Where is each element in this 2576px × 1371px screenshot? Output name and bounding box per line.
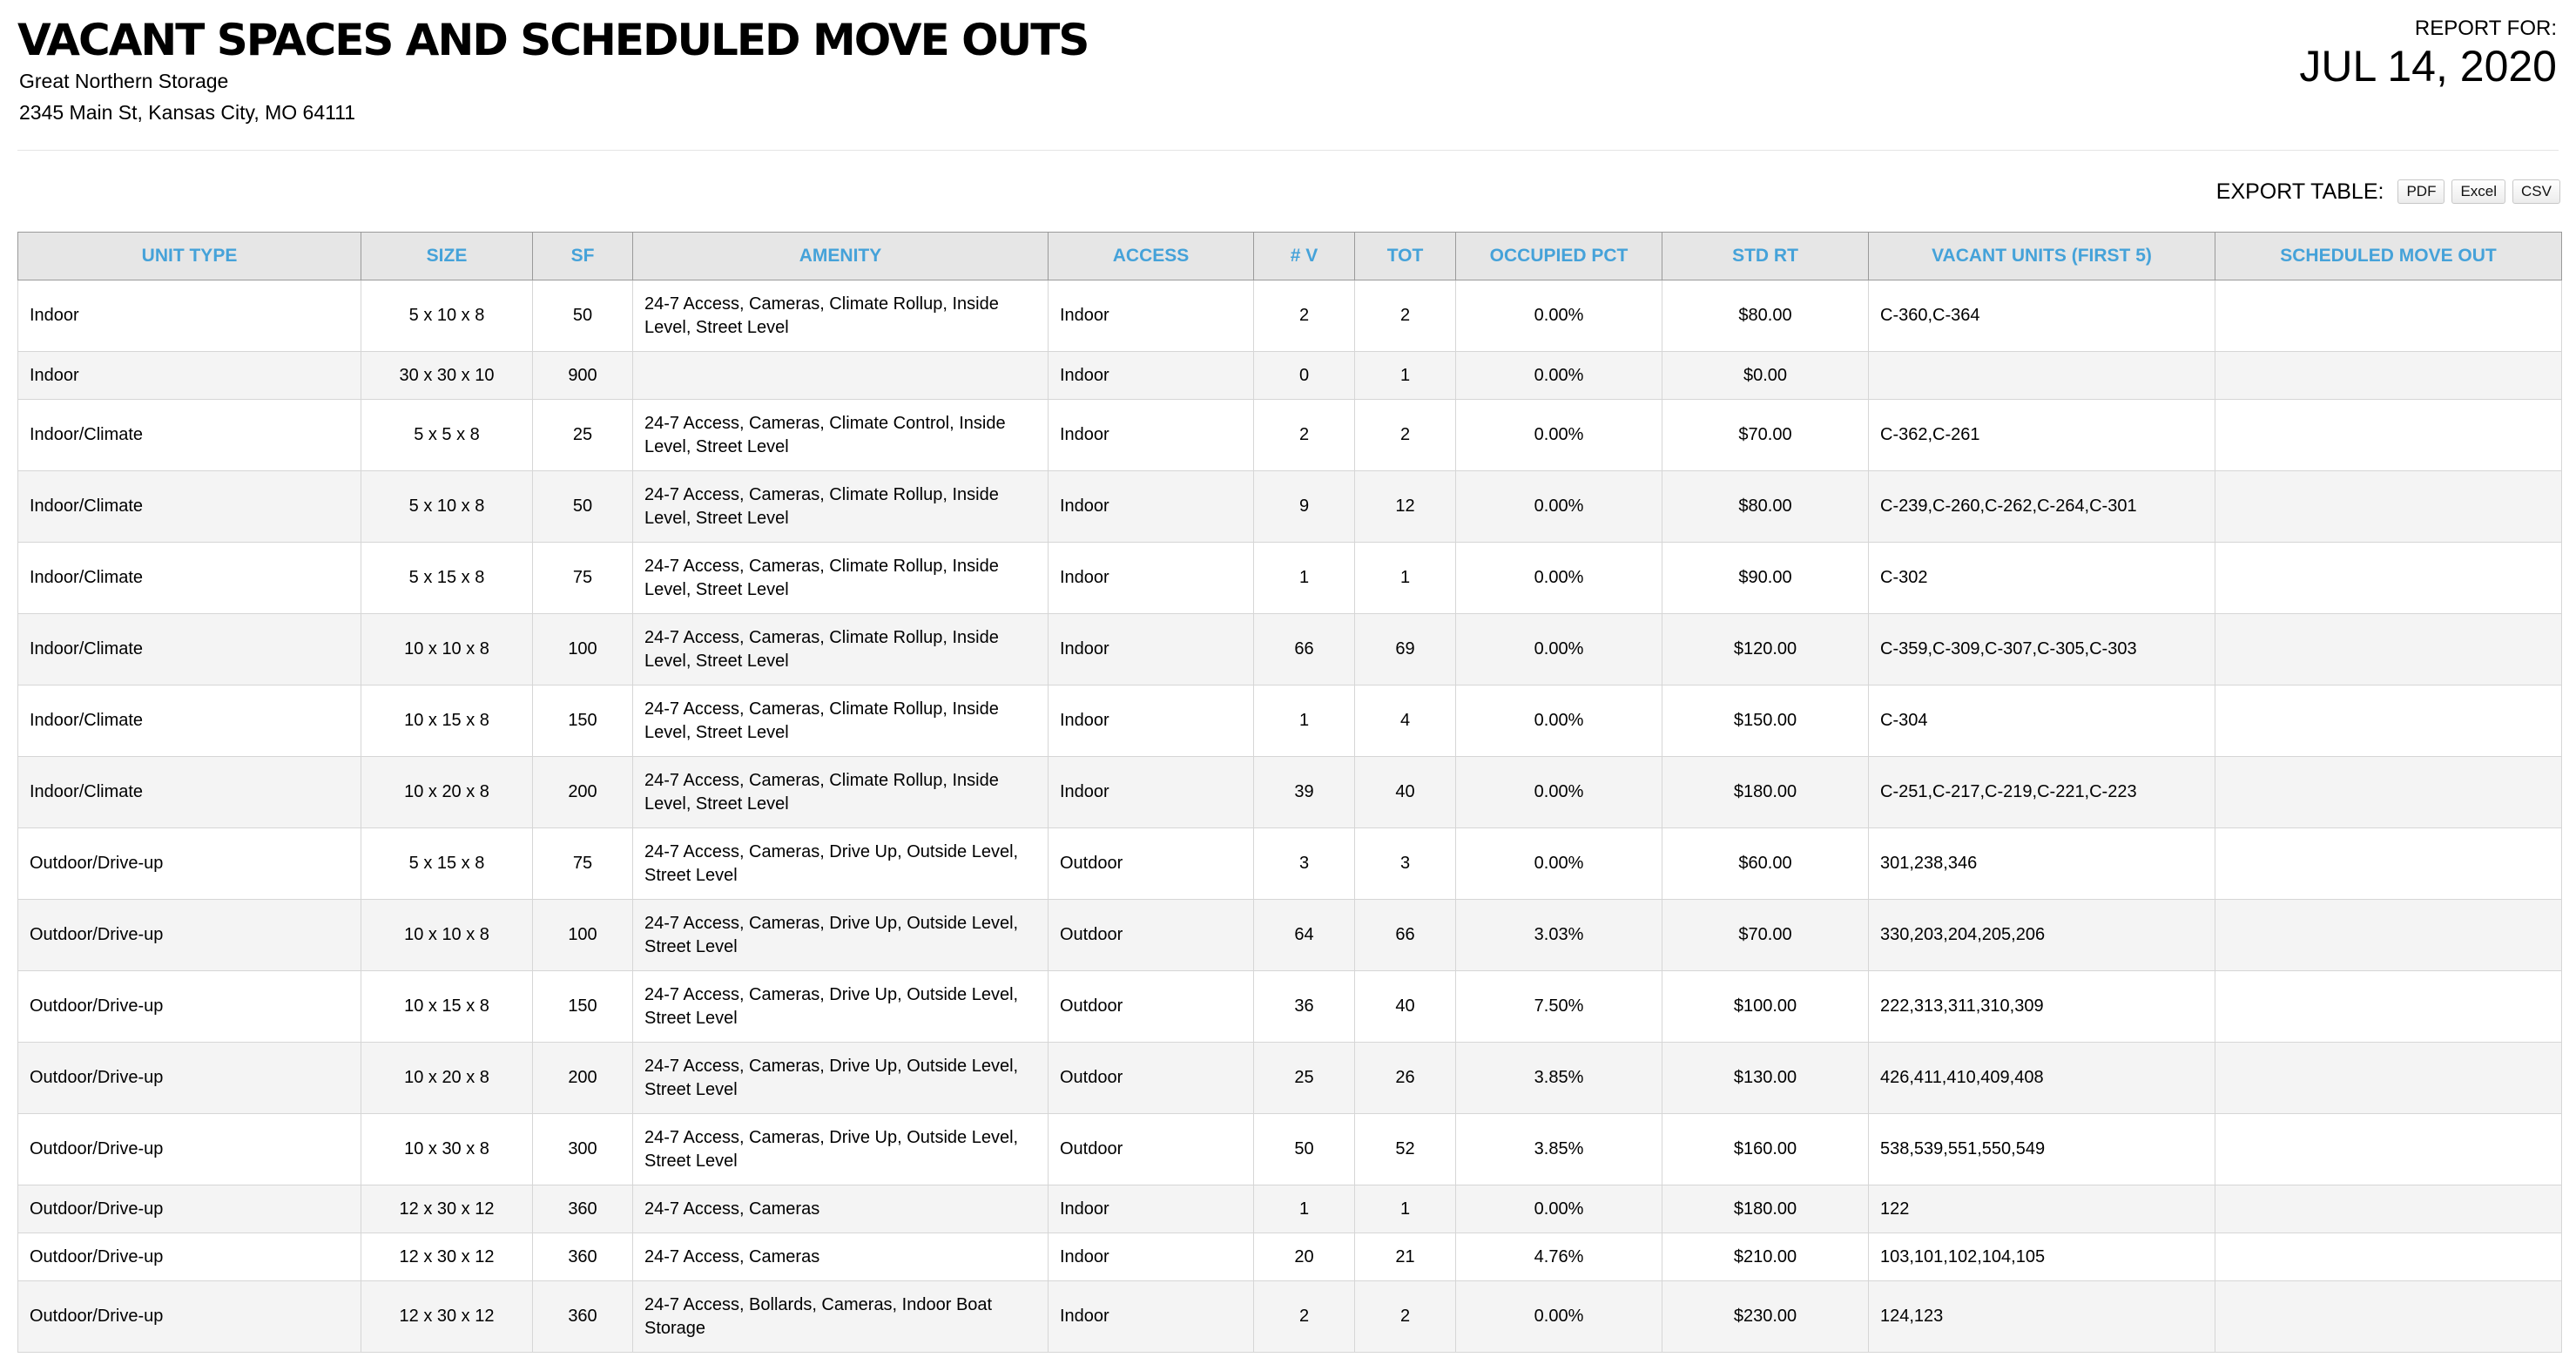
cell-sf: 150 <box>533 971 633 1043</box>
cell-std-rate: $180.00 <box>1662 757 1869 828</box>
table-row <box>18 614 2562 686</box>
cell-unit-type: Outdoor/Drive-up <box>18 828 361 900</box>
cell-occupied-pct: 0.00% <box>1456 352 1662 400</box>
cell-access: Outdoor <box>1049 1043 1254 1114</box>
export-toolbar <box>2216 178 2560 206</box>
cell-access: Indoor <box>1049 543 1254 614</box>
cell-vacant-units: 538,539,551,550,549 <box>1869 1114 2215 1185</box>
cell-total: 1 <box>1355 543 1456 614</box>
table-row <box>18 686 2562 757</box>
page-title: VACANT SPACES AND SCHEDULED MOVE OUTS <box>17 15 1089 65</box>
cell-std-rate: $180.00 <box>1662 1185 1869 1233</box>
cell-sf: 360 <box>533 1233 633 1281</box>
cell-std-rate: $0.00 <box>1662 352 1869 400</box>
cell-size: 10 x 10 x 8 <box>361 900 533 971</box>
cell-occupied-pct: 0.00% <box>1456 686 1662 757</box>
cell-num-vacant: 66 <box>1254 614 1355 686</box>
cell-sf: 100 <box>533 614 633 686</box>
table-row <box>18 400 2562 471</box>
cell-sf: 200 <box>533 1043 633 1114</box>
cell-unit-type: Outdoor/Drive-up <box>18 1043 361 1114</box>
cell-std-rate: $130.00 <box>1662 1043 1869 1114</box>
cell-occupied-pct: 3.85% <box>1456 1043 1662 1114</box>
cell-num-vacant: 39 <box>1254 757 1355 828</box>
cell-occupied-pct: 0.00% <box>1456 1281 1662 1353</box>
cell-occupied-pct: 3.85% <box>1456 1114 1662 1185</box>
cell-size: 10 x 30 x 8 <box>361 1114 533 1185</box>
cell-scheduled-move-out <box>2215 352 2562 400</box>
cell-num-vacant: 36 <box>1254 971 1355 1043</box>
cell-total: 3 <box>1355 828 1456 900</box>
cell-occupied-pct: 0.00% <box>1456 614 1662 686</box>
cell-access: Indoor <box>1049 614 1254 686</box>
cell-size: 10 x 10 x 8 <box>361 614 533 686</box>
cell-size: 5 x 10 x 8 <box>361 280 533 352</box>
cell-unit-type: Indoor/Climate <box>18 686 361 757</box>
cell-std-rate: $60.00 <box>1662 828 1869 900</box>
cell-access: Indoor <box>1049 686 1254 757</box>
cell-total: 4 <box>1355 686 1456 757</box>
cell-std-rate: $230.00 <box>1662 1281 1869 1353</box>
cell-size: 10 x 15 x 8 <box>361 971 533 1043</box>
cell-amenity: 24-7 Access, Cameras, Climate Rollup, Inside Level, Street Level <box>633 471 1049 543</box>
cell-std-rate: $80.00 <box>1662 280 1869 352</box>
cell-unit-type: Outdoor/Drive-up <box>18 1114 361 1185</box>
col-header-total[interactable]: TOT <box>1355 233 1456 280</box>
table-row <box>18 1233 2562 1281</box>
cell-size: 10 x 20 x 8 <box>361 757 533 828</box>
table-row <box>18 828 2562 900</box>
cell-vacant-units: C-360,C-364 <box>1869 280 2215 352</box>
cell-sf: 75 <box>533 828 633 900</box>
cell-vacant-units: C-302 <box>1869 543 2215 614</box>
company-address: 2345 Main St, Kansas City, MO 64111 <box>19 101 356 124</box>
col-header-occupied-pct[interactable]: OCCUPIED PCT <box>1456 233 1662 280</box>
cell-vacant-units: 426,411,410,409,408 <box>1869 1043 2215 1114</box>
cell-amenity: 24-7 Access, Cameras, Drive Up, Outside Level, Street Level <box>633 1043 1049 1114</box>
cell-sf: 150 <box>533 686 633 757</box>
table-row <box>18 757 2562 828</box>
cell-sf: 900 <box>533 352 633 400</box>
cell-unit-type: Indoor/Climate <box>18 400 361 471</box>
cell-unit-type: Indoor/Climate <box>18 543 361 614</box>
cell-unit-type: Indoor <box>18 352 361 400</box>
cell-vacant-units: 301,238,346 <box>1869 828 2215 900</box>
cell-occupied-pct: 0.00% <box>1456 828 1662 900</box>
cell-unit-type: Outdoor/Drive-up <box>18 1281 361 1353</box>
table-row <box>18 971 2562 1043</box>
cell-occupied-pct: 0.00% <box>1456 1185 1662 1233</box>
cell-vacant-units: 124,123 <box>1869 1281 2215 1353</box>
export-pdf-button[interactable]: PDF <box>2397 179 2445 204</box>
cell-scheduled-move-out <box>2215 471 2562 543</box>
cell-total: 52 <box>1355 1114 1456 1185</box>
cell-access: Indoor <box>1049 471 1254 543</box>
cell-amenity: 24-7 Access, Cameras, Climate Rollup, Inside Level, Street Level <box>633 543 1049 614</box>
cell-num-vacant: 0 <box>1254 352 1355 400</box>
cell-scheduled-move-out <box>2215 280 2562 352</box>
cell-num-vacant: 64 <box>1254 900 1355 971</box>
cell-amenity <box>633 352 1049 400</box>
cell-access: Indoor <box>1049 1185 1254 1233</box>
cell-scheduled-move-out <box>2215 1114 2562 1185</box>
cell-num-vacant: 20 <box>1254 1233 1355 1281</box>
cell-unit-type: Outdoor/Drive-up <box>18 971 361 1043</box>
cell-access: Indoor <box>1049 757 1254 828</box>
cell-access: Indoor <box>1049 280 1254 352</box>
cell-unit-type: Outdoor/Drive-up <box>18 1233 361 1281</box>
cell-occupied-pct: 0.00% <box>1456 757 1662 828</box>
cell-std-rate: $160.00 <box>1662 1114 1869 1185</box>
cell-vacant-units: C-304 <box>1869 686 2215 757</box>
table-row <box>18 471 2562 543</box>
cell-amenity: 24-7 Access, Cameras, Climate Rollup, Inside Level, Street Level <box>633 757 1049 828</box>
company-name: Great Northern Storage <box>19 70 229 92</box>
cell-sf: 50 <box>533 280 633 352</box>
cell-unit-type: Indoor/Climate <box>18 757 361 828</box>
cell-num-vacant: 2 <box>1254 280 1355 352</box>
cell-total: 40 <box>1355 971 1456 1043</box>
cell-vacant-units: 222,313,311,310,309 <box>1869 971 2215 1043</box>
cell-size: 5 x 15 x 8 <box>361 828 533 900</box>
vacancy-table <box>17 232 2562 1353</box>
col-header-num-vacant[interactable]: # V <box>1254 233 1355 280</box>
cell-num-vacant: 9 <box>1254 471 1355 543</box>
cell-vacant-units: C-239,C-260,C-262,C-264,C-301 <box>1869 471 2215 543</box>
cell-sf: 360 <box>533 1185 633 1233</box>
cell-total: 66 <box>1355 900 1456 971</box>
report-for-label: REPORT FOR: <box>2414 17 2557 40</box>
cell-occupied-pct: 3.03% <box>1456 900 1662 971</box>
table-row <box>18 280 2562 352</box>
col-header-access[interactable]: ACCESS <box>1049 233 1254 280</box>
col-header-std-rate[interactable]: STD RT <box>1662 233 1869 280</box>
cell-scheduled-move-out <box>2215 1281 2562 1353</box>
cell-occupied-pct: 0.00% <box>1456 543 1662 614</box>
cell-num-vacant: 2 <box>1254 400 1355 471</box>
export-table-label: EXPORT TABLE: <box>2215 179 2384 204</box>
cell-amenity: 24-7 Access, Cameras, Drive Up, Outside Level, Street Level <box>633 828 1049 900</box>
cell-num-vacant: 1 <box>1254 543 1355 614</box>
cell-scheduled-move-out <box>2215 400 2562 471</box>
report-date: JUL 14, 2020 <box>2299 42 2557 91</box>
cell-amenity: 24-7 Access, Cameras, Climate Rollup, Inside Level, Street Level <box>633 686 1049 757</box>
cell-sf: 75 <box>533 543 633 614</box>
cell-occupied-pct: 4.76% <box>1456 1233 1662 1281</box>
cell-access: Outdoor <box>1049 828 1254 900</box>
cell-total: 1 <box>1355 352 1456 400</box>
cell-amenity: 24-7 Access, Cameras, Climate Rollup, Inside Level, Street Level <box>633 280 1049 352</box>
cell-scheduled-move-out <box>2215 828 2562 900</box>
cell-access: Indoor <box>1049 400 1254 471</box>
cell-amenity: 24-7 Access, Bollards, Cameras, Indoor Boat Storage <box>633 1281 1049 1353</box>
cell-amenity: 24-7 Access, Cameras <box>633 1185 1049 1233</box>
cell-num-vacant: 25 <box>1254 1043 1355 1114</box>
cell-occupied-pct: 0.00% <box>1456 471 1662 543</box>
cell-total: 2 <box>1355 400 1456 471</box>
cell-sf: 300 <box>533 1114 633 1185</box>
cell-access: Indoor <box>1049 352 1254 400</box>
cell-sf: 25 <box>533 400 633 471</box>
table-row <box>18 1185 2562 1233</box>
cell-vacant-units: 122 <box>1869 1185 2215 1233</box>
cell-num-vacant: 1 <box>1254 1185 1355 1233</box>
cell-unit-type: Outdoor/Drive-up <box>18 900 361 971</box>
cell-num-vacant: 50 <box>1254 1114 1355 1185</box>
cell-size: 5 x 15 x 8 <box>361 543 533 614</box>
cell-total: 21 <box>1355 1233 1456 1281</box>
cell-scheduled-move-out <box>2215 971 2562 1043</box>
vacancy-table-container <box>17 232 2561 1353</box>
cell-vacant-units <box>1869 352 2215 400</box>
cell-unit-type: Outdoor/Drive-up <box>18 1185 361 1233</box>
cell-sf: 100 <box>533 900 633 971</box>
cell-size: 10 x 20 x 8 <box>361 1043 533 1114</box>
cell-std-rate: $210.00 <box>1662 1233 1869 1281</box>
cell-size: 5 x 10 x 8 <box>361 471 533 543</box>
cell-sf: 200 <box>533 757 633 828</box>
cell-vacant-units: C-362,C-261 <box>1869 400 2215 471</box>
cell-amenity: 24-7 Access, Cameras, Climate Control, Inside Level, Street Level <box>633 400 1049 471</box>
col-header-amenity[interactable]: AMENITY <box>633 233 1049 280</box>
cell-unit-type: Indoor <box>18 280 361 352</box>
cell-access: Outdoor <box>1049 900 1254 971</box>
cell-size: 10 x 15 x 8 <box>361 686 533 757</box>
cell-amenity: 24-7 Access, Cameras, Drive Up, Outside Level, Street Level <box>633 1114 1049 1185</box>
cell-scheduled-move-out <box>2215 1185 2562 1233</box>
cell-sf: 360 <box>533 1281 633 1353</box>
export-csv-button[interactable]: CSV <box>2512 179 2560 204</box>
table-body <box>18 280 2562 1353</box>
cell-scheduled-move-out <box>2215 543 2562 614</box>
table-row <box>18 900 2562 971</box>
cell-size: 12 x 30 x 12 <box>361 1185 533 1233</box>
cell-std-rate: $80.00 <box>1662 471 1869 543</box>
cell-unit-type: Indoor/Climate <box>18 614 361 686</box>
cell-access: Outdoor <box>1049 1114 1254 1185</box>
cell-amenity: 24-7 Access, Cameras, Drive Up, Outside Level, Street Level <box>633 971 1049 1043</box>
cell-occupied-pct: 0.00% <box>1456 400 1662 471</box>
table-header-row <box>18 233 2562 280</box>
cell-std-rate: $90.00 <box>1662 543 1869 614</box>
cell-sf: 50 <box>533 471 633 543</box>
cell-scheduled-move-out <box>2215 1043 2562 1114</box>
cell-total: 2 <box>1355 280 1456 352</box>
table-row <box>18 543 2562 614</box>
cell-scheduled-move-out <box>2215 900 2562 971</box>
col-header-size[interactable]: SIZE <box>361 233 533 280</box>
cell-scheduled-move-out <box>2215 614 2562 686</box>
cell-total: 2 <box>1355 1281 1456 1353</box>
col-header-unit-type[interactable]: UNIT TYPE <box>18 233 361 280</box>
cell-std-rate: $120.00 <box>1662 614 1869 686</box>
cell-size: 12 x 30 x 12 <box>361 1281 533 1353</box>
cell-total: 40 <box>1355 757 1456 828</box>
cell-amenity: 24-7 Access, Cameras, Climate Rollup, Inside Level, Street Level <box>633 614 1049 686</box>
col-header-sf[interactable]: SF <box>533 233 633 280</box>
report-header <box>17 9 2559 148</box>
cell-std-rate: $70.00 <box>1662 400 1869 471</box>
cell-size: 30 x 30 x 10 <box>361 352 533 400</box>
cell-amenity: 24-7 Access, Cameras <box>633 1233 1049 1281</box>
cell-vacant-units: 103,101,102,104,105 <box>1869 1233 2215 1281</box>
cell-num-vacant: 2 <box>1254 1281 1355 1353</box>
cell-vacant-units: C-251,C-217,C-219,C-221,C-223 <box>1869 757 2215 828</box>
cell-num-vacant: 3 <box>1254 828 1355 900</box>
cell-access: Indoor <box>1049 1233 1254 1281</box>
table-row <box>18 1043 2562 1114</box>
cell-access: Indoor <box>1049 1281 1254 1353</box>
cell-total: 26 <box>1355 1043 1456 1114</box>
cell-scheduled-move-out <box>2215 686 2562 757</box>
header-divider <box>17 150 2559 151</box>
cell-size: 5 x 5 x 8 <box>361 400 533 471</box>
cell-vacant-units: C-359,C-309,C-307,C-305,C-303 <box>1869 614 2215 686</box>
cell-size: 12 x 30 x 12 <box>361 1233 533 1281</box>
cell-scheduled-move-out <box>2215 1233 2562 1281</box>
table-row <box>18 352 2562 400</box>
cell-total: 69 <box>1355 614 1456 686</box>
cell-occupied-pct: 0.00% <box>1456 280 1662 352</box>
cell-access: Outdoor <box>1049 971 1254 1043</box>
table-row <box>18 1281 2562 1353</box>
cell-std-rate: $150.00 <box>1662 686 1869 757</box>
cell-vacant-units: 330,203,204,205,206 <box>1869 900 2215 971</box>
cell-unit-type: Indoor/Climate <box>18 471 361 543</box>
table-row <box>18 1114 2562 1185</box>
col-header-vacant-units[interactable]: VACANT UNITS (FIRST 5) <box>1869 233 2215 280</box>
cell-num-vacant: 1 <box>1254 686 1355 757</box>
cell-total: 12 <box>1355 471 1456 543</box>
export-excel-button[interactable]: Excel <box>2451 179 2505 204</box>
cell-scheduled-move-out <box>2215 757 2562 828</box>
cell-occupied-pct: 7.50% <box>1456 971 1662 1043</box>
cell-total: 1 <box>1355 1185 1456 1233</box>
col-header-scheduled-move-out[interactable]: SCHEDULED MOVE OUT <box>2215 233 2562 280</box>
cell-amenity: 24-7 Access, Cameras, Drive Up, Outside Level, Street Level <box>633 900 1049 971</box>
cell-std-rate: $70.00 <box>1662 900 1869 971</box>
cell-std-rate: $100.00 <box>1662 971 1869 1043</box>
